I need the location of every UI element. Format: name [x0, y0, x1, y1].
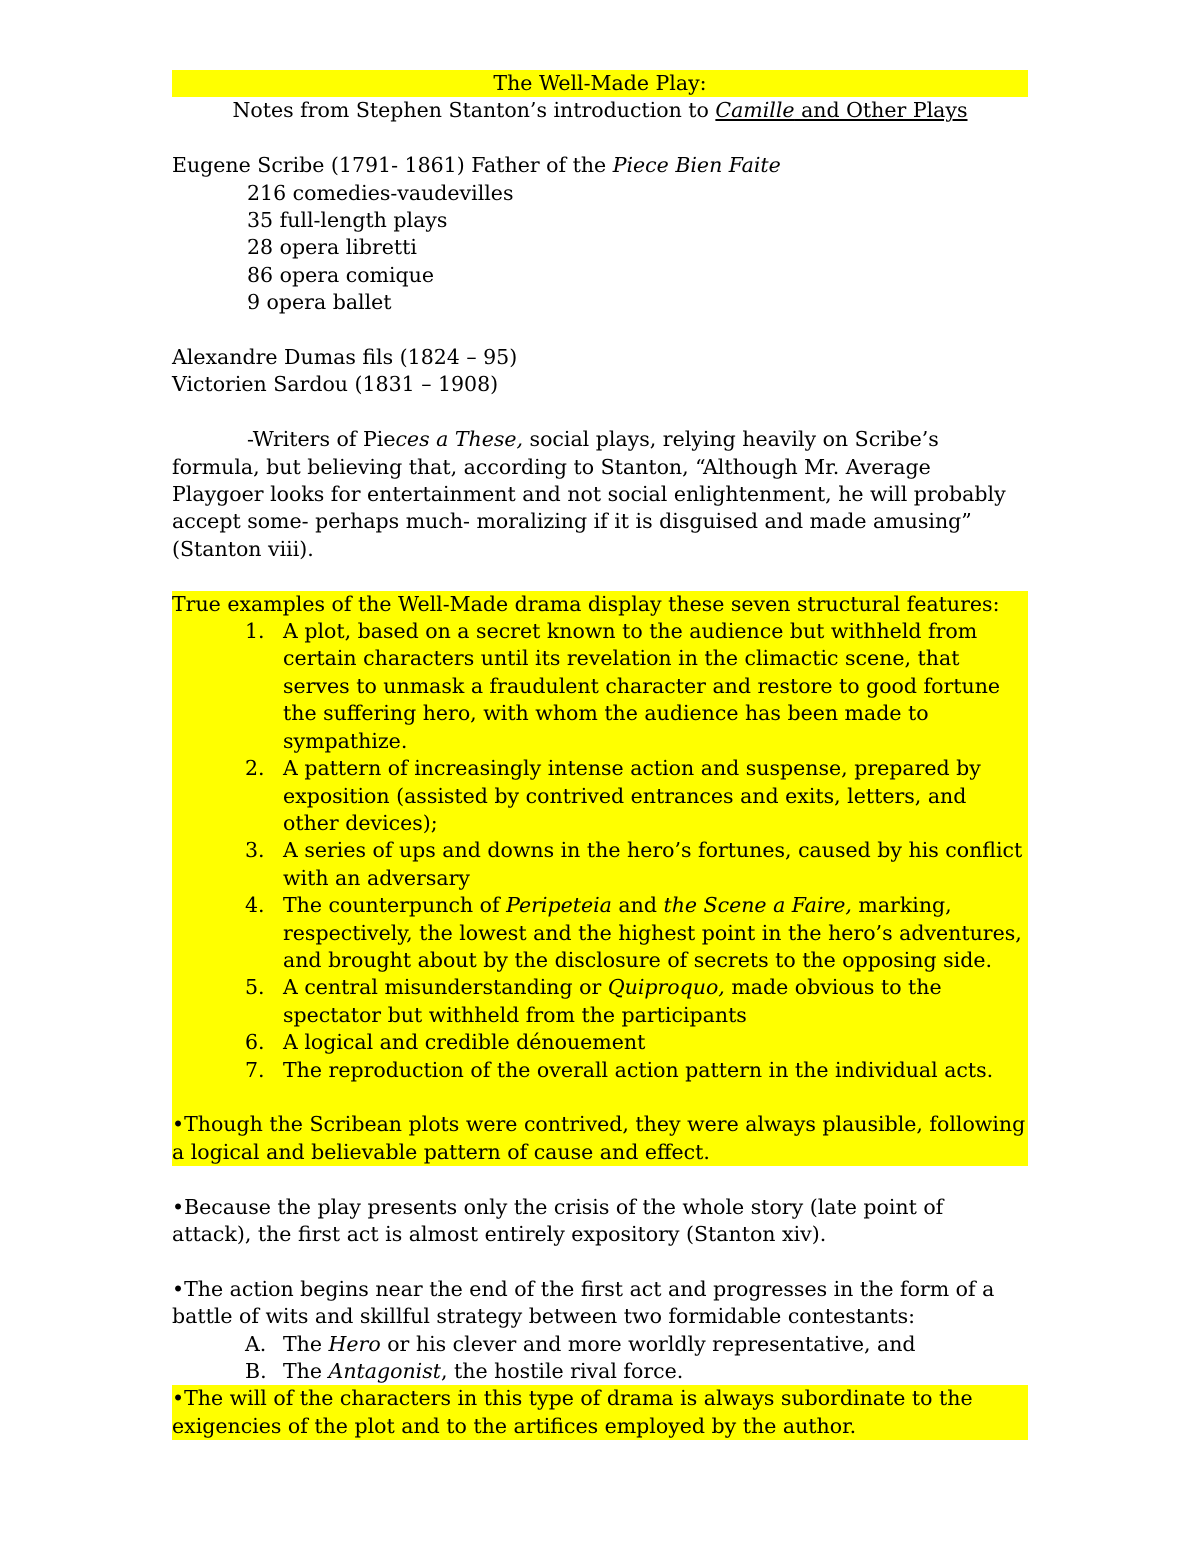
features-section: [172, 591, 1028, 1167]
contestant-item: A. The Hero or his clever and more worldly representative, and: [245, 1331, 916, 1356]
feature-item: 7. The reproduction of the overall action pattern in the individual acts.: [245, 1057, 994, 1082]
feature-item: 2. A pattern of increasingly intense action and suspense, prepared by exposition (assisted by contrived entrances and exits, letters, and other devices);: [245, 756, 981, 835]
camille-title: Camille: [715, 98, 795, 123]
action-bullet: •The action begins near the end of the first act and progresses in the form of a battle of wits and skillful strategy between two formidable contestants:: [172, 1276, 995, 1329]
will-bullet: •The will of the characters in this type of drama is always subordinate to the exigencies of the plot and to the artifices employed by the author.: [172, 1385, 1028, 1440]
document-subtitle: Notes from Stephen Stanton’s introduction to Camille and Other Plays: [232, 98, 968, 123]
scribe-work-item: 86 opera comique: [247, 262, 435, 287]
features-intro: True examples of the Well-Made drama display these seven structural features:: [172, 591, 1000, 616]
features-list: [172, 618, 1028, 1084]
scribe-work-item: 28 opera libretti: [247, 235, 417, 260]
feature-item: 1. A plot, based on a secret known to the audience but withheld from certain characters until its revelation in the climactic scene, that serves to unmask a fraudulent character and restore to good fortune the suffering hero, with whom the audience has been made to sympathize.: [245, 619, 1001, 753]
scribe-work-item: 216 comedies-vaudevilles: [247, 180, 514, 205]
contestant-item: B. The Antagonist, the hostile rival force.: [245, 1358, 684, 1383]
document-body: [172, 70, 1028, 1440]
document-title: The Well-Made Play:: [172, 70, 1028, 97]
sardou-line: Victorien Sardou (1831 – 1908): [172, 372, 499, 397]
crisis-bullet: •Because the play presents only the crisis of the whole story (late point of attack), the first act is almost entirely expository (Stanton xiv).: [172, 1194, 944, 1246]
these-paragraph: -Writers of Pieces a These, social plays, relying heavily on Scribe’s formula, but believing that, according to Stanton, “Although Mr. Average Playgoer looks for entertainment and not social enlightenment, he will probably accept some- perhaps much- moralizing if it is disguised and made amusing” (Stanton viii).: [172, 427, 1006, 561]
scribe-heading: Eugene Scribe (1791- 1861) Father of the Piece Bien Faite: [172, 153, 781, 178]
feature-item: 3. A series of ups and downs in the hero’s fortunes, caused by his conflict with an adversary: [245, 838, 1023, 890]
scribe-work-item: 9 opera ballet: [247, 290, 392, 315]
scribe-work-item: 35 full-length plays: [247, 208, 448, 233]
feature-item: 5. A central misunderstanding or Quiproquo, made obvious to the spectator but withheld from the participants: [245, 975, 942, 1027]
feature-item: 4. The counterpunch of Peripeteia and the Scene a Faire, marking, respectively, the lowest and the highest point in the hero’s adventures, and brought about by the disclosure of secrets to the opposing side.: [245, 893, 1022, 972]
contestants-list: [172, 1331, 1028, 1386]
plausible-bullet: •Though the Scribean plots were contrived, they were always plausible, following a logical and believable pattern of cause and effect.: [172, 1112, 1026, 1164]
feature-item: 6. A logical and credible dénouement: [245, 1030, 646, 1055]
dumas-line: Alexandre Dumas fils (1824 – 95): [172, 345, 518, 370]
